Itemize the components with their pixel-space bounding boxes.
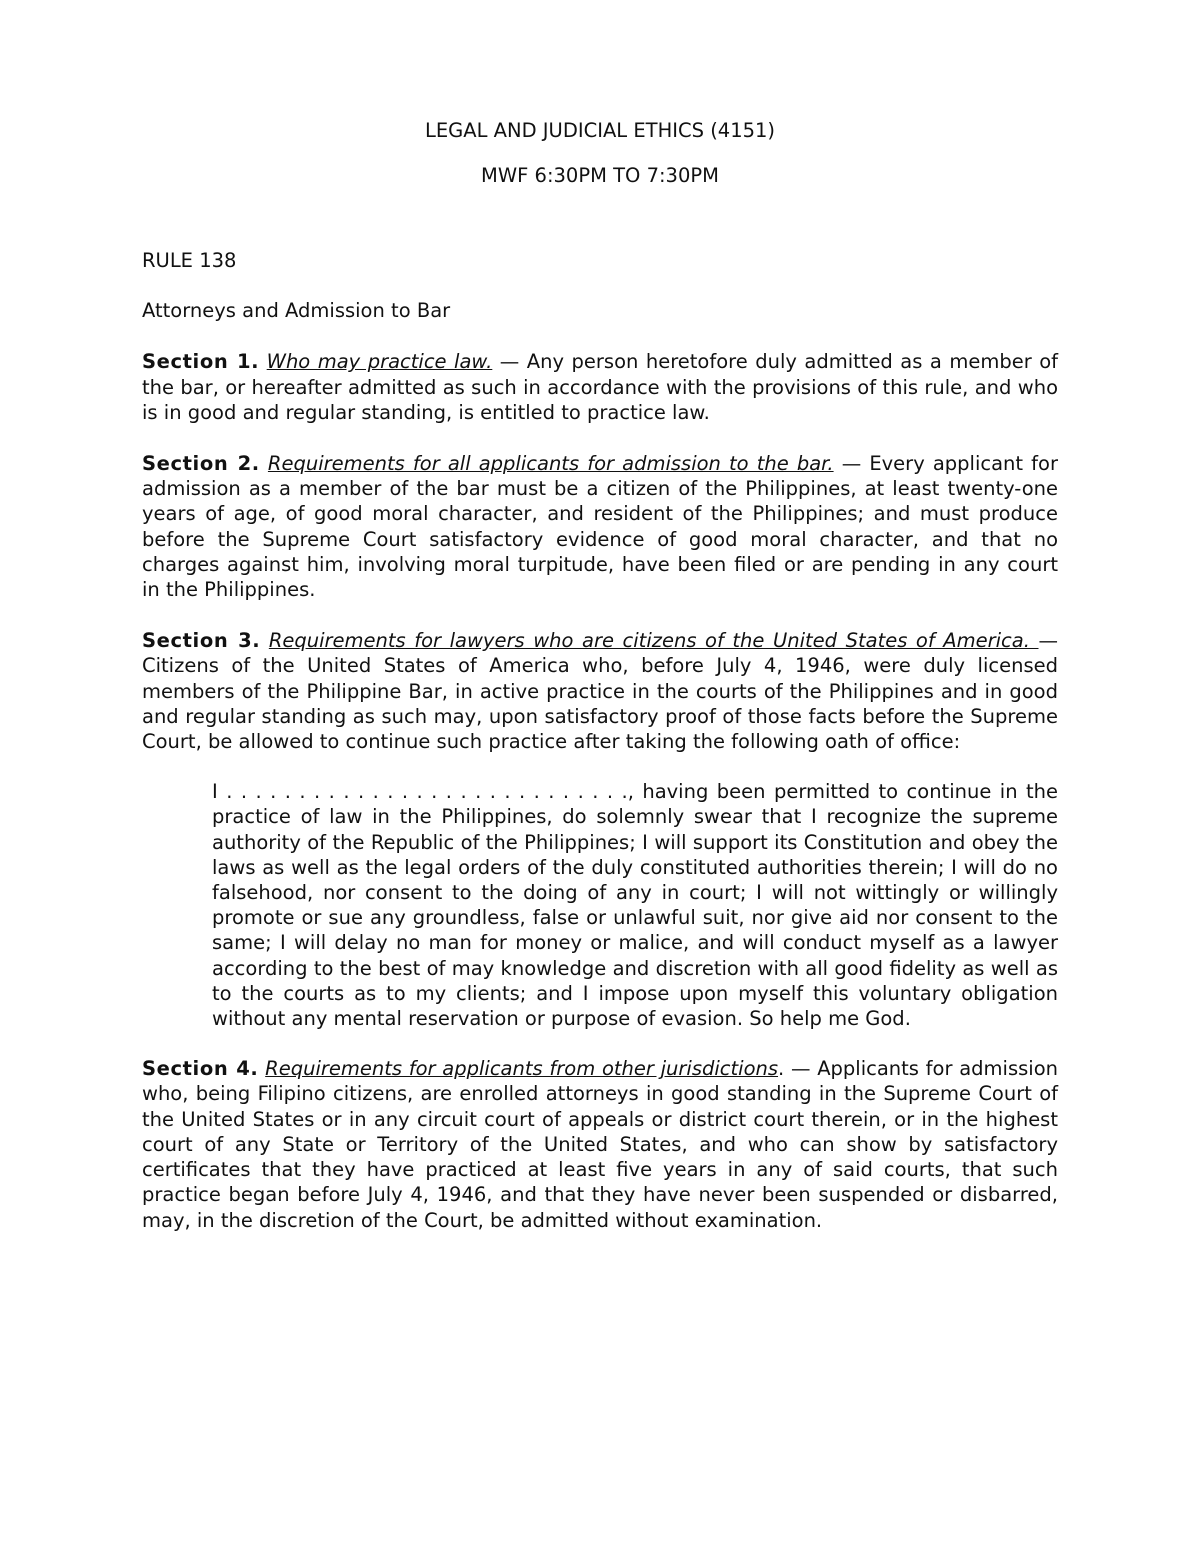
section-title: Requirements for applicants from other jurisdictions: [265, 1057, 779, 1081]
section-title: Requirements for all applicants for admission to the bar.: [267, 452, 834, 476]
section-body: — Any person heretofore duly admitted as a member of the bar, or hereafter admitted as such in accordance with the provisions of this rule, and who is in good and regular standing, is entitled to practice law.: [142, 350, 1058, 424]
section-3: [142, 628, 1058, 754]
section-2: [142, 451, 1058, 602]
document-page: [142, 118, 1058, 1233]
section-title: Who may practice law.: [266, 350, 493, 374]
section-body: — Citizens of the United States of America who, before July 4, 1946, were duly licensed members of the Philippine Bar, in active practice in the courts of the Philippines and in good and regular standing as such may, upon satisfactory proof of those facts before the Supreme Court, be allowed to continue such practice after taking the following oath of office:: [142, 629, 1058, 754]
section-label: Section 3.: [142, 629, 261, 653]
oath-of-office: I . . . . . . . . . . . . . . . . . . . . . . . . . . . ., having been permitted to continue in the practice of law in the Philippines, do solemnly swear that I recognize the supreme authority of the Republic of the Philippines; I will support its Constitution and obey the laws as well as the legal orders of the duly constituted authorities therein; I will do no falsehood, nor consent to the doing of any in court; I will not wittingly or willingly promote or sue any groundless, false or unlawful suit, nor give aid nor consent to the same; I will delay no man for money or malice, and will conduct myself as a lawyer according to the best of may knowledge and discretion with all good fidelity as well as to the courts as to my clients; and I impose upon myself this voluntary obligation without any mental reservation or purpose of evasion. So help me God.: [212, 780, 1058, 1031]
section-label: Section 2.: [142, 452, 260, 476]
rule-subtitle: Attorneys and Admission to Bar: [142, 299, 451, 323]
class-schedule: MWF 6:30PM TO 7:30PM: [481, 164, 719, 187]
section-label: Section 1.: [142, 350, 260, 374]
section-body: . — Applicants for admission who, being Filipino citizens, are enrolled attorneys in good standing in the Supreme Court of the United States or in any circuit court of appeals or district court therein, or in the highest court of any State or Territory of the United States, and who can show by satisfactory certificates that they have practiced at least five years in any of said courts, that such practice began before July 4, 1946, and that they have never been suspended or disbarred, may, in the discretion of the Court, be admitted without examination.: [142, 1057, 1058, 1232]
section-label: Section 4.: [142, 1057, 259, 1081]
rule-heading: RULE 138: [142, 249, 237, 272]
section-1: [142, 349, 1058, 425]
document-title: LEGAL AND JUDICIAL ETHICS (4151): [424, 119, 776, 142]
section-body: — Every applicant for admission as a member of the bar must be a citizen of the Philippines, at least twenty-one years of age, of good moral character, and resident of the Philippines; and must produce before the Supreme Court satisfactory evidence of good moral character, and that no charges against him, involving moral turpitude, have been filed or are pending in any court in the Philippines.: [142, 452, 1058, 602]
section-title: Requirements for lawyers who are citizens of the United States of America.: [268, 629, 1039, 653]
section-4: [142, 1056, 1058, 1232]
